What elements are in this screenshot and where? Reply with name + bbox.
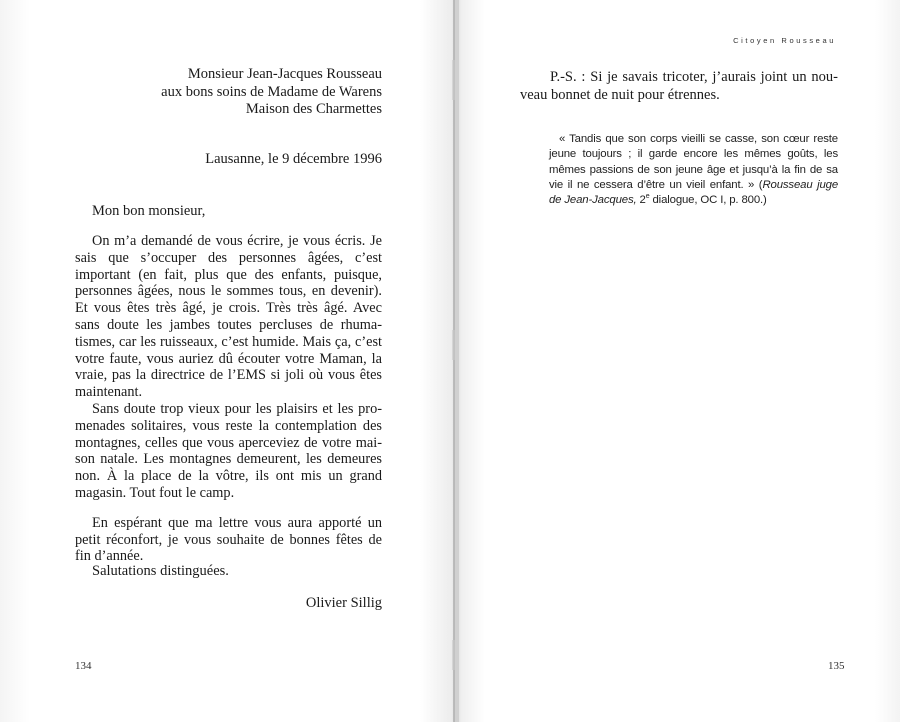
letter-paragraph: Sans doute trop vieux pour les plaisirs et les promenades solitaires, vous reste la contemplation des montagnes, celles que vous aperceviez de votre maison natale. Les montagnes demeurent, les demeures non. À la place de la vôtre, ils ont mis un grand magasin. Tout fout le camp. — [75, 400, 382, 501]
closing: Salutations distinguées. — [92, 563, 229, 579]
quote-source-rest: dialogue, OC I, p. 800.) — [649, 194, 767, 207]
letter-body — [75, 233, 382, 565]
address-line: aux bons soins de Madame de Warens — [161, 83, 382, 100]
salutation: Mon bon monsieur, — [92, 203, 206, 219]
epigraph-quote — [549, 132, 838, 208]
signature: Olivier Sillig — [305, 595, 382, 611]
address-line: Maison des Charmettes — [245, 101, 382, 117]
book-gutter — [453, 0, 455, 722]
recipient-address — [120, 66, 382, 119]
quote-source-superscript: e — [645, 193, 650, 201]
paper-crease — [452, 330, 455, 360]
quote-source-number: 2 — [636, 194, 646, 207]
postscript-text: P.-S. : Si je savais tricoter, j’aurais joint un nouveau bonnet de nuit pour étrennes. — [520, 69, 838, 103]
running-head: Citoyen Rousseau — [733, 36, 836, 45]
quote-text: « Tandis que son corps vieilli se casse, son cœur reste jeune toujours ; il garde encore les mêmes goûts, les mêmes passions de son jeune âge et jusqu’à la fin de sa vie il ne cessera d’être un vieil enfant. » ( — [549, 133, 838, 191]
address-line: Monsieur Jean-Jacques Rousseau — [187, 66, 382, 82]
letter-paragraph: On m’a demandé de vous écrire, je vous écris. Je sais que s’occuper des personnes âgées, c’est important (en fait, plus que des enfants, puisque, personnes âgées, nous le sommes tous, en devenir). Et vous êtes très âgé, je crois. Très très âgé. Avec sans doute les jambes toutes percluses de rhumatismes, car les ruisseaux, c’est humide. Mais ça, c’est votre faute, vous auriez dû écouter votre Maman, la vraie, pas la directrice de l’EMS si joli où vous êtes maintenant. — [75, 233, 382, 401]
quote-source-title: Rousseau juge de Jean-Jacques, — [549, 178, 839, 207]
paper-crease — [452, 640, 455, 670]
page-number-right: 135 — [828, 660, 845, 672]
gutter-shadow — [455, 0, 459, 722]
letter-paragraph: En espérant que ma lettre vous aura apporté un petit réconfort, je vous souhaite de bonnes fêtes de fin d’année. — [75, 514, 382, 565]
dateline: Lausanne, le 9 décembre 1996 — [205, 151, 382, 167]
page-number-left: 134 — [75, 660, 92, 672]
quote-paragraph — [549, 132, 838, 208]
postscript — [520, 69, 838, 104]
paper-crease — [452, 60, 455, 100]
right-page — [455, 0, 900, 722]
